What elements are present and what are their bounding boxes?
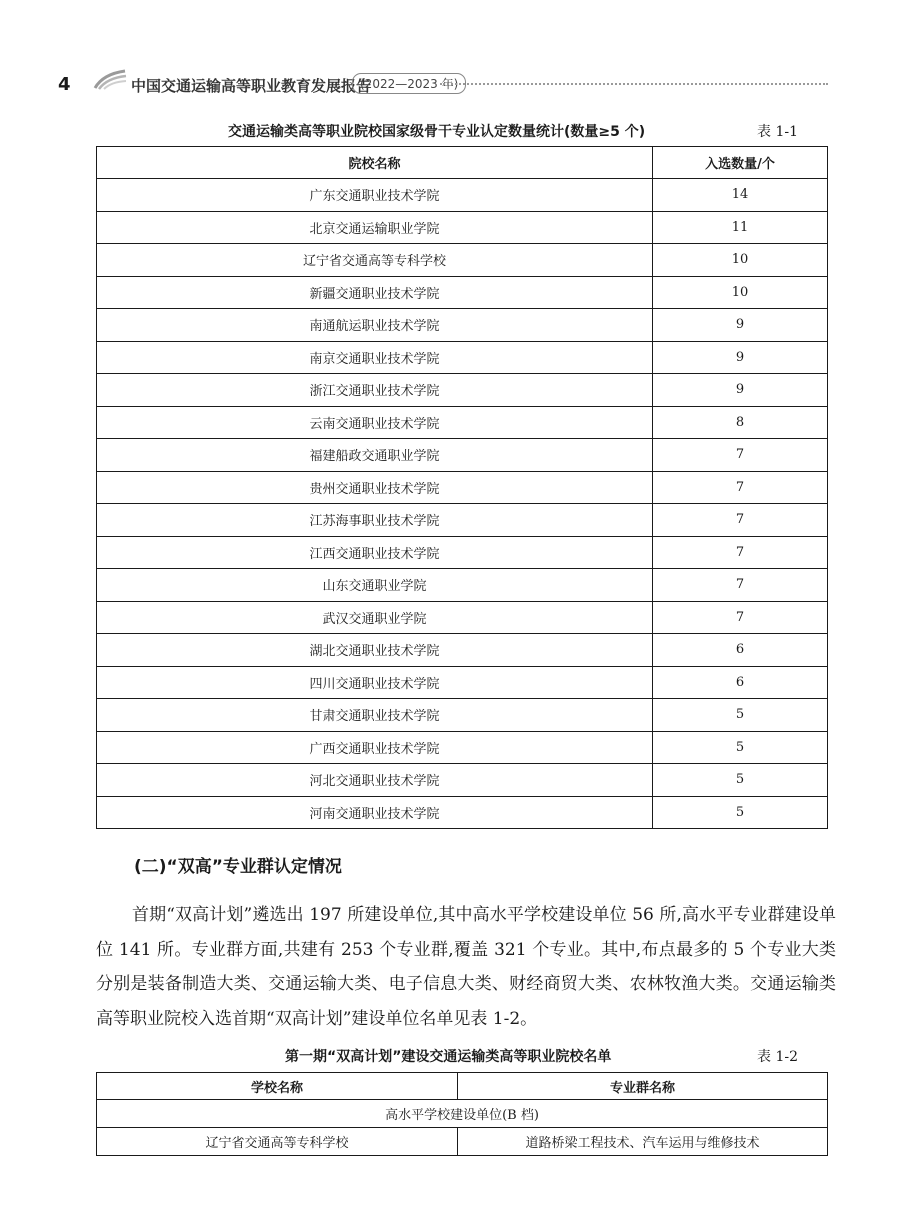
table1-row — [97, 731, 828, 764]
table2-row — [97, 1128, 828, 1156]
table1-cell-school: 河南交通职业技术学院 — [97, 796, 653, 829]
table1-col-school: 院校名称 — [97, 147, 653, 179]
table2-header-row — [97, 1073, 828, 1100]
table1-cell-count: 10 — [653, 276, 828, 309]
year-badge: (2022—2023 年) — [352, 73, 466, 94]
table1-row — [97, 536, 828, 569]
table1-row — [97, 211, 828, 244]
report-title: 中国交通运输高等职业教育发展报告 — [131, 77, 372, 95]
table1-row — [97, 276, 828, 309]
table1-cell-school: 河北交通职业技术学院 — [97, 764, 653, 797]
table1-row — [97, 244, 828, 277]
table1-header-row — [97, 147, 828, 179]
table1-cell-count: 14 — [653, 179, 828, 212]
table1-cell-count: 6 — [653, 634, 828, 667]
table1-caption: 交通运输类高等职业院校国家级骨干专业认定数量统计(数量≥5 个) — [228, 124, 646, 140]
table1-cell-count: 7 — [653, 536, 828, 569]
table1-row — [97, 699, 828, 732]
table1-row — [97, 341, 828, 374]
table1-row — [97, 471, 828, 504]
table1 — [96, 146, 828, 829]
table1-cell-school: 湖北交通职业技术学院 — [97, 634, 653, 667]
table2-group-row — [97, 1100, 828, 1128]
table1-cell-count: 7 — [653, 569, 828, 602]
table1-cell-count: 9 — [653, 341, 828, 374]
table1-cell-school: 广西交通职业技术学院 — [97, 731, 653, 764]
header-divider — [440, 83, 828, 85]
table1-cell-school: 江苏海事职业技术学院 — [97, 504, 653, 537]
table2-col-school: 学校名称 — [97, 1073, 458, 1100]
table1-cell-school: 广东交通职业技术学院 — [97, 179, 653, 212]
table1-number: 表 1-1 — [757, 124, 798, 140]
table2-number: 表 1-2 — [757, 1049, 798, 1065]
table1-cell-school: 浙江交通职业技术学院 — [97, 374, 653, 407]
table1-cell-count: 7 — [653, 504, 828, 537]
table1-cell-school: 甘肃交通职业技术学院 — [97, 699, 653, 732]
table1-cell-school: 南京交通职业技术学院 — [97, 341, 653, 374]
table1-cell-count: 5 — [653, 699, 828, 732]
table2 — [96, 1072, 828, 1156]
table1-cell-school: 辽宁省交通高等专科学校 — [97, 244, 653, 277]
page-number: 4 — [58, 74, 71, 95]
table1-cell-count: 6 — [653, 666, 828, 699]
table1-row — [97, 374, 828, 407]
table1-cell-count: 5 — [653, 796, 828, 829]
table1-cell-count: 5 — [653, 731, 828, 764]
table1-cell-count: 9 — [653, 374, 828, 407]
table1-cell-school: 武汉交通职业学院 — [97, 601, 653, 634]
table1-cell-school: 山东交通职业学院 — [97, 569, 653, 602]
table1-row — [97, 569, 828, 602]
table1-row — [97, 666, 828, 699]
table1-cell-count: 5 — [653, 764, 828, 797]
table1-cell-school: 南通航运职业技术学院 — [97, 309, 653, 342]
table1-cell-count: 7 — [653, 439, 828, 472]
section-paragraph: 首期“双高计划”遴选出 197 所建设单位,其中高水平学校建设单位 56 所,高水平专业群建设单位 141 所。专业群方面,共建有 253 个专业群,覆盖 321 个专业。其中,布点最多的 5 个专业大类分别是装备制造大类、交通运输大类、电子信息大类、财经商贸大类、农林牧渔大类。交通运输类高等职业院校入选首期“双高计划”建设单位名单见表 1-2。 — [96, 905, 836, 1029]
table1-cell-school: 云南交通职业技术学院 — [97, 406, 653, 439]
table1-row — [97, 601, 828, 634]
table1-cell-school: 江西交通职业技术学院 — [97, 536, 653, 569]
table1-cell-count: 11 — [653, 211, 828, 244]
table2-group-label: 高水平学校建设单位(B 档) — [97, 1100, 828, 1128]
table1-cell-count: 8 — [653, 406, 828, 439]
table1-row — [97, 764, 828, 797]
table1-row — [97, 309, 828, 342]
table1-cell-school: 北京交通运输职业学院 — [97, 211, 653, 244]
table1-row — [97, 796, 828, 829]
table1-col-count: 入选数量/个 — [653, 147, 828, 179]
table1-cell-school: 贵州交通职业技术学院 — [97, 471, 653, 504]
table2-col-major-group: 专业群名称 — [458, 1073, 828, 1100]
table2-cell-major-group: 道路桥梁工程技术、汽车运用与维修技术 — [458, 1128, 828, 1156]
table1-cell-school: 四川交通职业技术学院 — [97, 666, 653, 699]
table1-cell-count: 10 — [653, 244, 828, 277]
report-logo-icon — [93, 68, 127, 90]
section-heading: (二)“双高”专业群认定情况 — [134, 857, 342, 877]
table1-row — [97, 504, 828, 537]
table1-cell-school: 新疆交通职业技术学院 — [97, 276, 653, 309]
table1-cell-count: 7 — [653, 471, 828, 504]
table2-caption: 第一期“双高计划”建设交通运输类高等职业院校名单 — [285, 1049, 612, 1065]
table2-cell-school: 辽宁省交通高等专科学校 — [97, 1128, 458, 1156]
table1-row — [97, 179, 828, 212]
table1-row — [97, 634, 828, 667]
table1-cell-count: 9 — [653, 309, 828, 342]
table1-cell-school: 福建船政交通职业学院 — [97, 439, 653, 472]
table1-cell-count: 7 — [653, 601, 828, 634]
table1-row — [97, 406, 828, 439]
table1-row — [97, 439, 828, 472]
